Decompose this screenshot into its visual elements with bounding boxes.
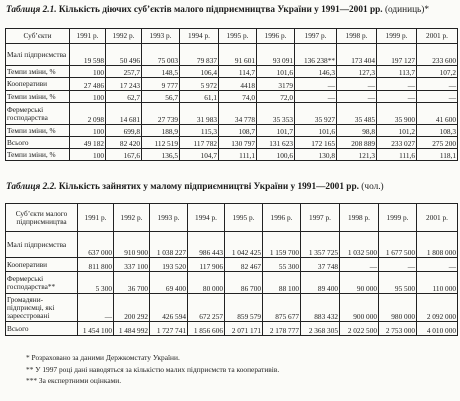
row-label: Кооперативи (6, 78, 70, 91)
table-cell: 136 238** (295, 44, 337, 66)
table-cell: 37 748 (301, 258, 340, 272)
table-cell: 1 038 227 (150, 232, 188, 258)
table-cell: 82 420 (106, 137, 142, 149)
table-cell: 115,3 (180, 125, 219, 137)
table-cell: — (379, 258, 417, 272)
table-cell: 86 700 (225, 272, 263, 294)
table-cell: 100 (70, 149, 106, 161)
table-cell: 167,6 (106, 149, 142, 161)
table-cell: 114,7 (219, 66, 257, 78)
row-label: Темпи зміни, % (6, 66, 70, 78)
table-cell: 93 091 (257, 44, 295, 66)
table-cell: — (417, 258, 458, 272)
table-cell: 900 000 (340, 294, 379, 322)
table-cell: 101,7 (257, 125, 295, 137)
table-cell: 108,3 (417, 125, 458, 137)
column-header-year: 1999 р. (377, 29, 417, 44)
column-header-year: 1993 р. (150, 204, 188, 232)
table-cell: 121,3 (337, 149, 377, 161)
table-row (6, 66, 458, 78)
table-cell: 69 400 (150, 272, 188, 294)
table-cell: 130 797 (219, 137, 257, 149)
table-cell: 9 777 (142, 78, 180, 91)
table1-caption-unit: (одиниць)* (384, 5, 430, 15)
table-row (6, 137, 458, 149)
table-cell: — (337, 78, 377, 91)
table-cell: 1 808 000 (417, 232, 458, 258)
table-cell: 88 100 (263, 272, 301, 294)
table-cell: 275 200 (417, 137, 458, 149)
table-row (6, 272, 458, 294)
table-cell: 41 600 (417, 103, 458, 125)
column-header-year: 1997 р. (295, 29, 337, 44)
column-header-subject: Суб’єкти малого підприємництва (6, 204, 78, 232)
table-cell: 80 000 (188, 272, 225, 294)
table-cell: 5 972 (180, 78, 219, 91)
table-cell: 1 677 500 (379, 232, 417, 258)
table1-header (6, 29, 458, 44)
table-cell: 2 368 305 (301, 322, 340, 336)
column-header-subject: Суб’єкти (6, 29, 70, 44)
table-cell: 100 (70, 91, 106, 103)
row-label: Малі підприємства (6, 232, 78, 258)
footnote-3: *** За експертними оцінками. (26, 376, 122, 386)
table-active-entities (5, 28, 458, 161)
table-cell: 82 467 (225, 258, 263, 272)
footnote-1: * Розраховано за даними Держкомстату України. (26, 353, 180, 362)
table-employed (5, 203, 458, 336)
column-header-year: 1995 р. (219, 29, 257, 44)
table-cell: 55 300 (263, 258, 301, 272)
table-cell: 699,8 (106, 125, 142, 137)
table2-caption-unit: (чол.) (361, 182, 384, 192)
table-cell: 637 000 (78, 232, 114, 258)
table-cell: 172 165 (295, 137, 337, 149)
table1-caption-number: Таблиця 2.1. (6, 5, 57, 15)
table-cell: 910 900 (114, 232, 150, 258)
table-cell: 233 600 (417, 44, 458, 66)
table-cell: 173 404 (337, 44, 377, 66)
table-cell: 426 594 (150, 294, 188, 322)
row-label: Громадяни-підприємці, які зареєстровані (6, 294, 78, 322)
table-cell: 233 027 (377, 137, 417, 149)
table-cell: 3179 (257, 78, 295, 91)
table-cell: 2 022 500 (340, 322, 379, 336)
table-cell: 112 519 (142, 137, 180, 149)
table-cell: 19 598 (70, 44, 106, 66)
table-cell: — (78, 294, 114, 322)
table-cell: 27 486 (70, 78, 106, 91)
table-cell: 883 432 (301, 294, 340, 322)
row-label: Темпи зміни, % (6, 125, 70, 137)
column-header-year: 2001 р. (417, 29, 458, 44)
table-cell: 50 496 (106, 44, 142, 66)
table-cell: 193 520 (150, 258, 188, 272)
column-header-year: 1993 р. (142, 29, 180, 44)
table-cell: 110 000 (417, 272, 458, 294)
table2-caption-number: Таблиця 2.2. (6, 182, 57, 192)
table-cell: 875 677 (263, 294, 301, 322)
table-cell: 2 092 000 (417, 294, 458, 322)
table-cell: 4 010 000 (417, 322, 458, 336)
table-cell: 34 778 (219, 103, 257, 125)
table-cell: 130,8 (295, 149, 337, 161)
table1-body (6, 44, 458, 161)
table2-caption-text: Кількість зайнятих у малому підприємництві України у 1991—2001 рр. (58, 182, 359, 192)
table-cell: — (295, 91, 337, 103)
table-cell: 986 443 (188, 232, 225, 258)
table-cell: 188,9 (142, 125, 180, 137)
table-cell: 35 485 (337, 103, 377, 125)
table-cell: 197 127 (377, 44, 417, 66)
table-cell: 257,7 (106, 66, 142, 78)
table-cell: 108,7 (219, 125, 257, 137)
table-cell: 117 906 (188, 258, 225, 272)
column-header-year: 1996 р. (263, 204, 301, 232)
table-cell: 89 400 (301, 272, 340, 294)
table-cell: 61,1 (180, 91, 219, 103)
table-cell: 49 182 (70, 137, 106, 149)
table-cell: 35 900 (377, 103, 417, 125)
table-cell: 14 681 (106, 103, 142, 125)
table-cell: 859 579 (225, 294, 263, 322)
table-cell: 111,1 (219, 149, 257, 161)
table-cell: 90 000 (340, 272, 379, 294)
column-header-year: 2001 р. (417, 204, 458, 232)
table2-header (6, 204, 458, 232)
table-cell: 337 100 (114, 258, 150, 272)
column-header-year: 1998 р. (337, 29, 377, 44)
table-cell: 118,1 (417, 149, 458, 161)
table-cell: — (337, 91, 377, 103)
table1-caption (6, 5, 429, 16)
table2-caption (6, 182, 384, 193)
table-cell: 100,6 (257, 149, 295, 161)
row-label: Всього (6, 137, 70, 149)
table-cell: — (417, 91, 458, 103)
table-cell: 980 000 (379, 294, 417, 322)
table-cell: 75 003 (142, 44, 180, 66)
table-cell: 95 500 (379, 272, 417, 294)
column-header-year: 1992 р. (106, 29, 142, 44)
table-cell: 100 (70, 125, 106, 137)
table-cell: 146,3 (295, 66, 337, 78)
footnotes (26, 352, 279, 387)
row-label: Темпи зміни, % (6, 149, 70, 161)
table-cell: 35 927 (295, 103, 337, 125)
table-cell: 148,5 (142, 66, 180, 78)
column-header-year: 1999 р. (379, 204, 417, 232)
table-cell: 106,4 (180, 66, 219, 78)
table-cell: 117 782 (180, 137, 219, 149)
row-label: Кооперативи (6, 258, 78, 272)
column-header-year: 1994 р. (188, 204, 225, 232)
table-cell: 100 (70, 66, 106, 78)
table-cell: 1 484 992 (114, 322, 150, 336)
table-cell: 101,2 (377, 125, 417, 137)
table-cell: 107,2 (417, 66, 458, 78)
table-cell: 1 159 700 (263, 232, 301, 258)
table-cell: — (377, 91, 417, 103)
table-cell: — (295, 78, 337, 91)
column-header-year: 1992 р. (114, 204, 150, 232)
table-cell: 208 889 (337, 137, 377, 149)
table-cell: 104,7 (180, 149, 219, 161)
table-cell: 1 357 725 (301, 232, 340, 258)
table-cell: 79 837 (180, 44, 219, 66)
table-cell: 17 243 (106, 78, 142, 91)
table-cell: 127,3 (337, 66, 377, 78)
table-row (6, 125, 458, 137)
table-cell: 1 727 741 (150, 322, 188, 336)
table-row (6, 294, 458, 322)
table-cell: 2 098 (70, 103, 106, 125)
table-cell: 113,7 (377, 66, 417, 78)
table-row (6, 91, 458, 103)
table-cell: 811 800 (78, 258, 114, 272)
table-row (6, 78, 458, 91)
column-header-year: 1994 р. (180, 29, 219, 44)
column-header-year: 1995 р. (225, 204, 263, 232)
table-cell: 74,0 (219, 91, 257, 103)
row-label: Темпи зміни, % (6, 91, 70, 103)
table-cell: 2 071 171 (225, 322, 263, 336)
table-cell: 1 856 606 (188, 322, 225, 336)
table1-caption-text: Кількість діючих суб’єктів малого підприємництва України у 1991—2001 рр. (58, 5, 383, 15)
table-cell: 111,6 (377, 149, 417, 161)
column-header-year: 1991 р. (78, 204, 114, 232)
footnote-2: ** У 1997 році дані наводяться за кількістю малих підприємств та кооперативів. (26, 364, 280, 374)
table-cell: 1 042 425 (225, 232, 263, 258)
table-cell: 98,8 (337, 125, 377, 137)
column-header-year: 1998 р. (340, 204, 379, 232)
table-cell: 2 753 000 (379, 322, 417, 336)
table-cell: 56,7 (142, 91, 180, 103)
table-row (6, 149, 458, 161)
table-row (6, 322, 458, 336)
table-cell: 91 601 (219, 44, 257, 66)
table-cell: 4418 (219, 78, 257, 91)
table-cell: 36 700 (114, 272, 150, 294)
table-cell: 101,6 (257, 66, 295, 78)
table-row (6, 258, 458, 272)
table-cell: 2 178 777 (263, 322, 301, 336)
table-cell: — (377, 78, 417, 91)
table-cell: 35 353 (257, 103, 295, 125)
table-cell: — (417, 78, 458, 91)
table-row (6, 232, 458, 258)
table-cell: 72,0 (257, 91, 295, 103)
table-cell: 200 292 (114, 294, 150, 322)
table-cell: 1 454 100 (78, 322, 114, 336)
table-cell: — (340, 258, 379, 272)
table-row (6, 44, 458, 66)
column-header-year: 1991 р. (70, 29, 106, 44)
table-cell: 1 032 500 (340, 232, 379, 258)
row-label: Фермерські господарства** (6, 272, 78, 294)
column-header-year: 1996 р. (257, 29, 295, 44)
table-cell: 5 300 (78, 272, 114, 294)
table-cell: 136,5 (142, 149, 180, 161)
table-cell: 672 257 (188, 294, 225, 322)
column-header-year: 1997 р. (301, 204, 340, 232)
row-label: Малі підприємства (6, 44, 70, 66)
table-cell: 101,6 (295, 125, 337, 137)
row-label: Всього (6, 322, 78, 336)
table-cell: 27 739 (142, 103, 180, 125)
table-cell: 62,7 (106, 91, 142, 103)
row-label: Фермерські господарства (6, 103, 70, 125)
table-cell: 31 983 (180, 103, 219, 125)
table-cell: 131 623 (257, 137, 295, 149)
table2-body (6, 232, 458, 336)
table-row (6, 103, 458, 125)
